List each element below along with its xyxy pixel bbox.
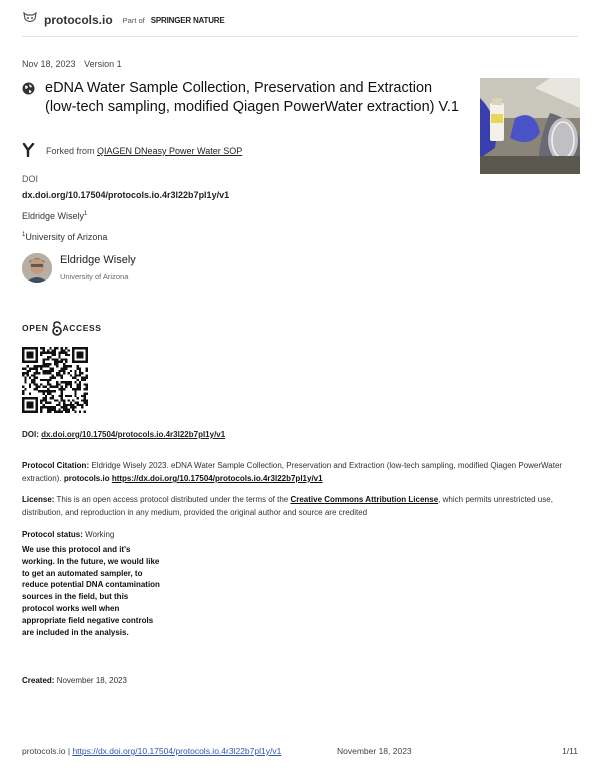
license-text-after: , which permits unrestricted use, distribution, and reproduction in any medium, provided the original author and source are credited: [22, 495, 553, 517]
footer-page-number: 1/11: [562, 746, 578, 756]
author-card-affiliation: University of Arizona: [60, 272, 129, 281]
citation-text: Eldridge Wisely 2023. eDNA Water Sample Collection, Preservation and Extraction (low-tech sampling, modified Qiagen PowerWater extraction).: [22, 461, 563, 483]
doi-line-link[interactable]: dx.doi.org/10.17504/protocols.io.4r3l22b7pl1y/v1: [41, 430, 226, 439]
status-description: We use this protocol and it's working. In the future, we would like to get an automated sampler, to reduce potential DNA contamination sources in the field, but this protocol works well when appropriate field negative controls are included in the analysis.: [22, 545, 160, 637]
header: [22, 10, 225, 30]
springer-nature-logo[interactable]: SPRINGER NATURE: [150, 15, 225, 25]
open-lock-icon: [52, 321, 62, 336]
status-value: Working: [85, 530, 115, 539]
footer-site: protocols.io: [22, 746, 66, 756]
part-of-label: Part of: [122, 15, 145, 25]
forked-from: [46, 146, 242, 156]
protocols-logo-icon[interactable]: [22, 11, 38, 30]
avatar[interactable]: [22, 253, 52, 283]
doi-label: DOI: [22, 174, 39, 184]
license-text-before: This is an open access protocol distributed under the terms of the: [56, 495, 289, 504]
doi-line: [22, 430, 225, 439]
protocol-title: eDNA Water Sample Collection, Preservation and Extraction (low-tech sampling, modified Qiagen PowerWater extraction) V.1: [45, 80, 459, 115]
created-line: [22, 676, 127, 685]
footer-separator: |: [67, 746, 71, 756]
doi-value[interactable]: dx.doi.org/10.17504/protocols.io.4r3l22b7pl1y/v1: [22, 190, 230, 200]
affiliation-line: [22, 232, 107, 242]
protocol-image: [480, 78, 580, 174]
citation-site: protocols.io: [63, 474, 110, 483]
protocol-citation: [22, 459, 578, 485]
author-name[interactable]: Eldridge Wisely: [22, 211, 85, 221]
license-link[interactable]: Creative Commons Attribution License: [290, 495, 439, 504]
license-label: License:: [22, 495, 55, 504]
fork-icon: [22, 143, 36, 157]
footer-link[interactable]: https://dx.doi.org/10.17504/protocols.io.4r3l22b7pl1y/v1: [72, 746, 282, 756]
header-divider: [22, 36, 578, 37]
qr-code: [22, 347, 88, 413]
created-label: Created:: [22, 676, 55, 685]
publish-date: Nov 18, 2023: [22, 59, 76, 69]
affiliation-sup: 1: [22, 232, 26, 238]
footer-date: November 18, 2023: [337, 746, 412, 756]
author-card-name[interactable]: Eldridge Wisely: [60, 254, 136, 266]
version-label: Version 1: [84, 59, 122, 69]
open-access-word-access: ACCESS: [62, 323, 102, 333]
author-line: [22, 211, 87, 221]
forked-source-link[interactable]: QIAGEN DNeasy Power Water SOP: [97, 146, 243, 156]
open-access-logo: [22, 320, 102, 336]
created-value: November 18, 2023: [56, 676, 127, 685]
version-meta: [22, 59, 128, 69]
page-footer: [22, 746, 578, 756]
protocol-status: [22, 530, 114, 539]
globe-icon: [22, 82, 35, 95]
license-block: [22, 493, 578, 519]
citation-label: Protocol Citation:: [22, 461, 90, 470]
open-access-word-open: OPEN: [22, 323, 49, 333]
citation-link[interactable]: https://dx.doi.org/10.17504/protocols.io.4r3l22b7pl1y/v1: [111, 474, 323, 483]
status-label: Protocol status:: [22, 530, 83, 539]
doi-line-label: DOI:: [22, 430, 39, 439]
brand-name[interactable]: protocols.io: [44, 13, 113, 27]
author-sup: 1: [84, 211, 88, 217]
affiliation-name: University of Arizona: [25, 232, 108, 242]
forked-prefix: Forked from: [46, 146, 95, 156]
